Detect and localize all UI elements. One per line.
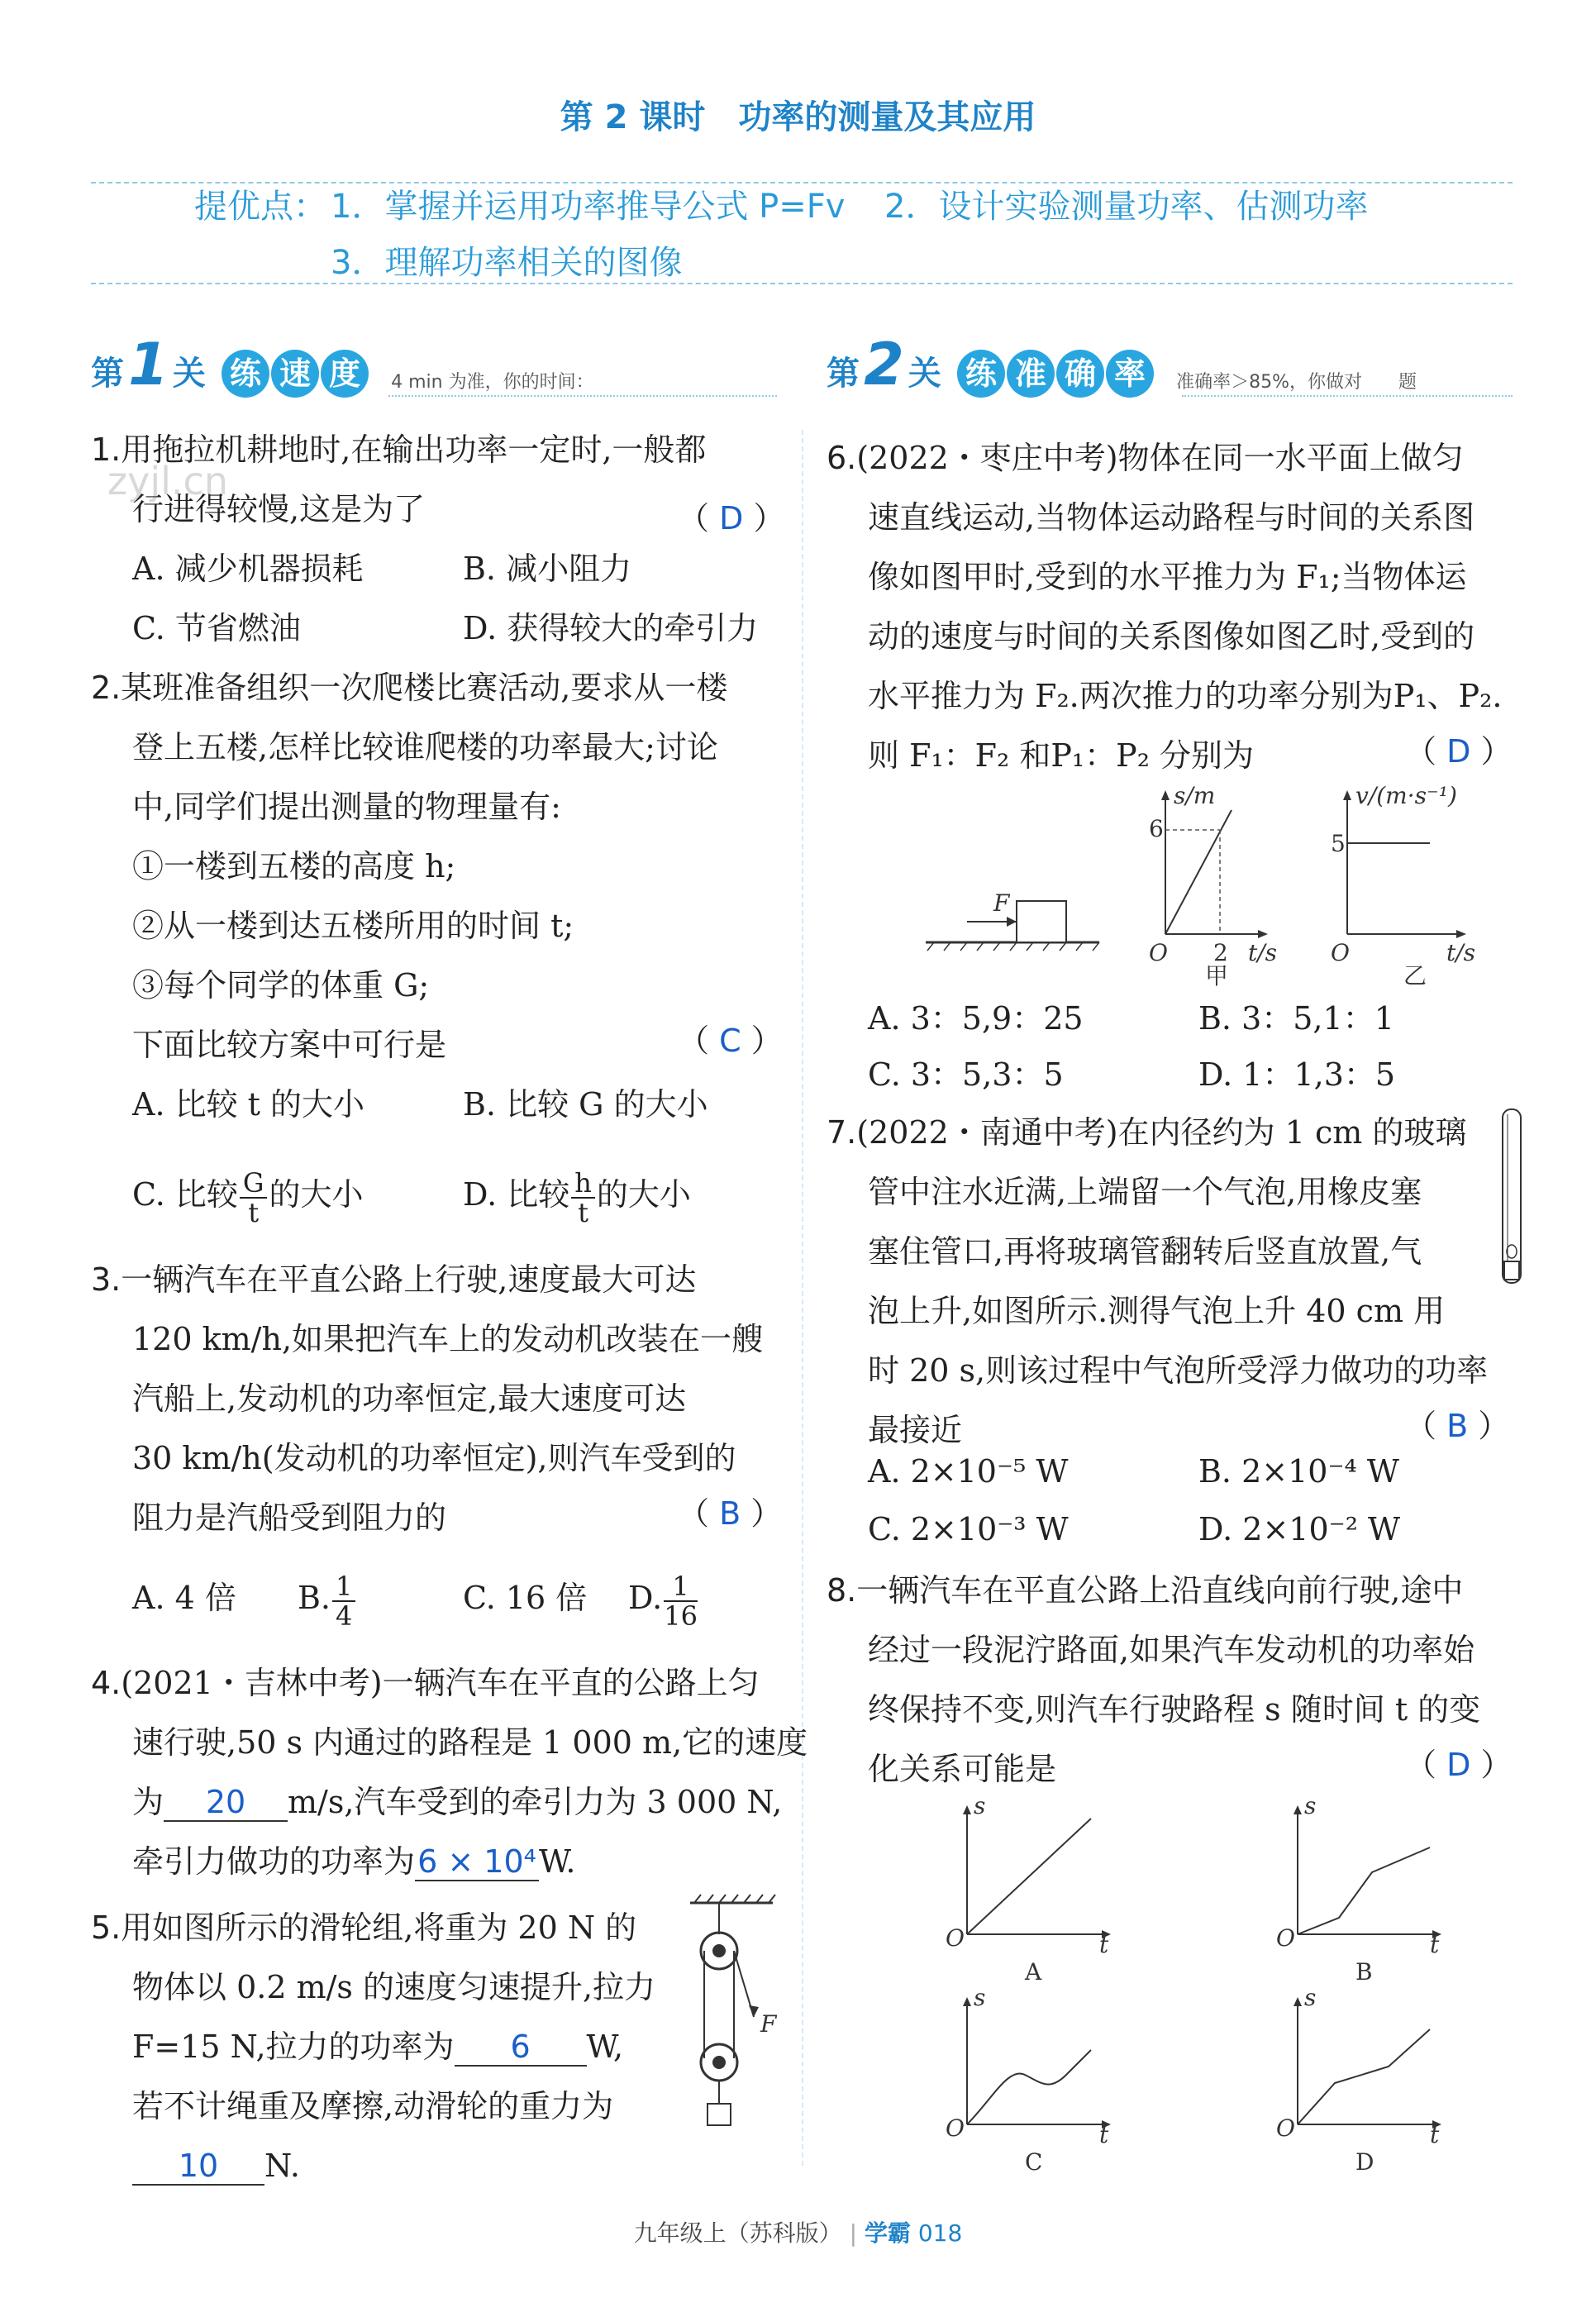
axis-label: s bbox=[974, 1984, 986, 2011]
graph-caption: A bbox=[1025, 1958, 1042, 1986]
graph-c bbox=[946, 1984, 1111, 2176]
question-5 bbox=[91, 1898, 655, 2195]
section-note: 4 min 为准，你的时间： bbox=[391, 372, 594, 393]
q-line: 行进得较慢,这是为了 bbox=[132, 491, 426, 527]
graph-caption: D bbox=[1355, 2148, 1374, 2176]
q-line: 登上五楼,怎样比较谁爬楼的功率最大;讨论 bbox=[132, 729, 718, 765]
question-8 bbox=[827, 1561, 1480, 1799]
badge: 练 bbox=[957, 350, 1005, 398]
answer-blank[interactable]: 20 bbox=[164, 1784, 288, 1822]
q-line: ③每个同学的体重 G; bbox=[132, 967, 430, 1004]
q-line: W. bbox=[539, 1843, 576, 1880]
q-line: 用如图所示的滑轮组,将重为 20 N 的 bbox=[121, 1909, 637, 1946]
badge: 速 bbox=[271, 350, 319, 398]
q-line: 水平推力为 F₂.两次推力的功率分别为P₁、P₂. bbox=[868, 678, 1503, 714]
q-line: 120 km/h,如果把汽车上的发动机改装在一艘 bbox=[132, 1321, 764, 1357]
q-line: 一辆汽车在平直公路上行驶,速度最大可达 bbox=[121, 1261, 697, 1298]
q-line: 终保持不变,则汽车行驶路程 s 随时间 t 的变 bbox=[868, 1691, 1481, 1728]
origin-label: O bbox=[946, 1924, 965, 1952]
graph-b bbox=[1276, 1792, 1441, 1986]
axis-label: s bbox=[974, 1792, 986, 1819]
numerator: 1 bbox=[332, 1572, 355, 1602]
question-4 bbox=[91, 1653, 808, 1891]
option: C. 节省燃油 bbox=[132, 610, 301, 646]
denominator: t bbox=[248, 1196, 260, 1228]
force-label: F bbox=[993, 889, 1010, 917]
column-divider bbox=[802, 430, 803, 2166]
origin-label: O bbox=[1276, 1924, 1295, 1952]
question-7 bbox=[827, 1103, 1488, 1460]
origin-label: O bbox=[946, 2114, 965, 2142]
tip-2: 2．设计实验测量功率、估测功率 bbox=[884, 188, 1369, 226]
q-line: ②从一楼到达五楼所用的时间 t; bbox=[132, 908, 574, 944]
answer-blank[interactable]: 10 bbox=[132, 2148, 264, 2186]
option: A. 比较 t 的大小 bbox=[132, 1086, 365, 1123]
axis-label: t bbox=[1430, 1931, 1440, 1958]
q-line: 若不计绳重及摩擦,动滑轮的重力为 bbox=[132, 2088, 614, 2124]
axis-label: s bbox=[1304, 1984, 1317, 2011]
q-line: 某班准备组织一次爬楼比赛活动,要求从一楼 bbox=[121, 670, 728, 706]
q-line: 化关系可能是 bbox=[868, 1751, 1057, 1787]
section-post: 关 bbox=[908, 355, 941, 393]
figure-caption: 乙 bbox=[1403, 962, 1427, 989]
axis-label: t bbox=[1099, 1931, 1109, 1958]
q-line: ①一楼到五楼的高度 h; bbox=[132, 848, 456, 884]
q-num: 4. bbox=[91, 1665, 121, 1701]
divider bbox=[1182, 395, 1513, 397]
option: A. 2×10⁻⁵ W bbox=[868, 1453, 1069, 1490]
q-line: W, bbox=[586, 2029, 624, 2065]
option: B. 减小阻力 bbox=[463, 551, 632, 587]
force-label: F bbox=[760, 2010, 777, 2038]
option-text: D. bbox=[628, 1580, 663, 1616]
option-text: D. 比较 bbox=[463, 1176, 570, 1213]
option: C. 2×10⁻³ W bbox=[868, 1511, 1069, 1547]
q-line: 像如图甲时,受到的水平推力为 F₁;当物体运 bbox=[868, 559, 1467, 595]
option: C. 16 倍 bbox=[463, 1580, 588, 1616]
answer: C bbox=[719, 1023, 741, 1059]
answer: B bbox=[1446, 1408, 1469, 1444]
x-axis-label: t/s bbox=[1248, 939, 1278, 966]
badge: 练 bbox=[222, 350, 269, 398]
q-line: 动的速度与时间的关系图像如图乙时,受到的 bbox=[868, 618, 1475, 655]
option-c bbox=[132, 1157, 363, 1232]
origin-label: O bbox=[1276, 2114, 1295, 2142]
q-num: 6. bbox=[827, 440, 857, 476]
q-line: 30 km/h(发动机的功率恒定),则汽车受到的 bbox=[132, 1440, 736, 1476]
graph-d bbox=[1276, 1984, 1441, 2176]
section-num: 1 bbox=[128, 331, 169, 398]
option-text: B. bbox=[298, 1580, 331, 1616]
answer-paren: （ B ） bbox=[678, 1495, 783, 1532]
divider bbox=[388, 395, 777, 397]
numerator: G bbox=[240, 1169, 268, 1199]
page-number: 018 bbox=[917, 2219, 963, 2247]
question-6 bbox=[827, 428, 1502, 785]
answer-paren: （ D ） bbox=[1405, 733, 1513, 770]
page-title: 第 2 课时 功率的测量及其应用 bbox=[560, 98, 1036, 136]
axis-label: s bbox=[1304, 1792, 1317, 1819]
tick-label: 6 bbox=[1149, 815, 1164, 842]
footer-brand: 学霸 bbox=[864, 2219, 911, 2247]
q-line: 为 bbox=[132, 1784, 164, 1820]
q-line: 经过一段泥泞路面,如果汽车发动机的功率始 bbox=[868, 1632, 1475, 1668]
answer-paren: （ D ） bbox=[1405, 1747, 1513, 1783]
q-line: 中,同学们提出测量的物理量有: bbox=[132, 789, 561, 825]
q-line: F=15 N,拉力的功率为 bbox=[132, 2029, 455, 2065]
q-line: N. bbox=[264, 2148, 300, 2184]
axis-label: t bbox=[1099, 2121, 1109, 2148]
answer-blank[interactable]: 6 × 10⁴ bbox=[415, 1843, 539, 1881]
origin-label: O bbox=[1331, 939, 1350, 966]
question-2 bbox=[91, 658, 727, 1075]
q-line: 阻力是汽船受到阻力的 bbox=[132, 1499, 447, 1536]
section-pre: 第 bbox=[91, 355, 124, 393]
origin-label: O bbox=[1149, 939, 1168, 966]
q-num: 2. bbox=[91, 670, 121, 706]
q-line: 塞住管口,再将玻璃管翻转后竖直放置,气 bbox=[868, 1233, 1422, 1270]
question-3 bbox=[91, 1250, 763, 1547]
q-line: (2022・南通中考)在内径约为 1 cm 的玻璃 bbox=[856, 1114, 1467, 1151]
graph-caption: B bbox=[1355, 1958, 1373, 1986]
axis-label: t bbox=[1430, 2121, 1440, 2148]
q-num: 1. bbox=[91, 431, 121, 468]
option: D. 获得较大的牵引力 bbox=[463, 610, 759, 646]
q-line: 管中注水近满,上端留一个气泡,用橡皮塞 bbox=[868, 1174, 1422, 1210]
answer-paren: （ D ） bbox=[678, 500, 785, 536]
numerator: 1 bbox=[664, 1572, 698, 1602]
option: B. 比较 G 的大小 bbox=[463, 1086, 708, 1123]
graph-a bbox=[946, 1792, 1111, 1986]
option-text: 的大小 bbox=[269, 1176, 364, 1213]
page-footer: 九年级上（苏科版） | 学霸 018 bbox=[633, 2219, 963, 2247]
q-line: 泡上升,如图所示.测得气泡上升 40 cm 用 bbox=[868, 1293, 1446, 1329]
fraction bbox=[240, 1166, 268, 1228]
option: B. 2×10⁻⁴ W bbox=[1198, 1453, 1399, 1490]
answer-blank[interactable]: 6 bbox=[455, 2029, 587, 2067]
option: A. 3：5,9：25 bbox=[868, 1000, 1084, 1037]
q-num: 3. bbox=[91, 1261, 121, 1298]
footer-grade: 九年级上（苏科版） bbox=[633, 2219, 842, 2247]
q-line: 下面比较方案中可行是 bbox=[132, 1027, 447, 1063]
q-line: (2021・吉林中考)一辆汽车在平直的公路上匀 bbox=[121, 1665, 760, 1701]
option-d bbox=[463, 1157, 691, 1232]
option: A. 4 倍 bbox=[132, 1580, 236, 1616]
answer: D bbox=[719, 500, 744, 536]
denominator: 16 bbox=[664, 1599, 698, 1632]
badge: 确 bbox=[1056, 350, 1104, 398]
q-num: 8. bbox=[827, 1572, 857, 1609]
badge: 准 bbox=[1007, 350, 1055, 398]
tick-label: 2 bbox=[1213, 939, 1228, 966]
q-line: 一辆汽车在平直公路上沿直线向前行驶,途中 bbox=[856, 1572, 1464, 1609]
question-1 bbox=[91, 420, 706, 539]
tick-label: 5 bbox=[1331, 830, 1346, 857]
tip-3: 3．理解功率相关的图像 bbox=[331, 244, 683, 282]
answer-paren: （ C ） bbox=[678, 1023, 783, 1059]
q-line: 用拖拉机耕地时,在输出功率一定时,一般都 bbox=[121, 431, 707, 468]
q-line: (2022・枣庄中考)物体在同一水平面上做匀 bbox=[856, 440, 1464, 476]
option-text: C. 比较 bbox=[132, 1176, 238, 1213]
answer: B bbox=[719, 1495, 741, 1532]
badge: 度 bbox=[321, 350, 369, 398]
badge: 率 bbox=[1106, 350, 1154, 398]
tip-label: 提优点： bbox=[194, 188, 326, 226]
option: B. 3：5,1：1 bbox=[1198, 1000, 1394, 1037]
q-line: 时 20 s,则该过程中气泡所受浮力做功的功率 bbox=[868, 1352, 1489, 1389]
q8-graphs bbox=[934, 1794, 1463, 2174]
section-note: 准确率＞85%，你做对 题 bbox=[1176, 372, 1417, 393]
q-line: 速直线运动,当物体运动路程与时间的关系图 bbox=[868, 499, 1475, 536]
denominator: 4 bbox=[336, 1599, 353, 1632]
q-line: 牵引力做功的功率为 bbox=[132, 1843, 416, 1880]
y-axis-label: v/(m·s⁻¹) bbox=[1355, 782, 1457, 809]
x-axis-label: t/s bbox=[1446, 939, 1476, 966]
q-line: 汽船上,发动机的功率恒定,最大速度可达 bbox=[132, 1380, 687, 1417]
fraction bbox=[664, 1572, 698, 1630]
numerator: h bbox=[571, 1169, 595, 1199]
figure-caption: 甲 bbox=[1205, 962, 1229, 989]
option: A. 减少机器损耗 bbox=[132, 551, 364, 587]
option-b bbox=[298, 1561, 357, 1635]
option: D. 2×10⁻² W bbox=[1198, 1511, 1401, 1547]
q-line: 物体以 0.2 m/s 的速度匀速提升,拉力 bbox=[132, 1969, 656, 2005]
graph-caption: C bbox=[1025, 2148, 1043, 2176]
pulley-figure bbox=[686, 1893, 793, 2141]
tip-1: 1．掌握并运用功率推导公式 P=Fv bbox=[331, 188, 846, 226]
divider bbox=[91, 283, 1513, 284]
glass-tube-figure bbox=[1496, 1106, 1529, 1288]
y-axis-label: s/m bbox=[1174, 782, 1216, 809]
q-num: 5. bbox=[91, 1909, 121, 1946]
q-line: 速行驶,50 s 内通过的路程是 1 000 m,它的速度 bbox=[132, 1724, 808, 1761]
q-line: m/s,汽车受到的牵引力为 3 000 N, bbox=[288, 1784, 783, 1820]
watermark: zyjl.cn bbox=[107, 459, 228, 503]
section-post: 关 bbox=[172, 355, 206, 393]
option-d bbox=[628, 1561, 699, 1635]
q-line: 则 F₁：F₂ 和P₁：P₂ 分别为 bbox=[868, 737, 1255, 774]
section-pre: 第 bbox=[827, 355, 860, 393]
q6-figure bbox=[917, 777, 1546, 989]
section-2-header bbox=[827, 331, 1417, 398]
q-num: 7. bbox=[827, 1114, 857, 1151]
answer: D bbox=[1446, 1747, 1471, 1783]
section-1-header bbox=[91, 331, 594, 398]
fraction bbox=[332, 1572, 355, 1630]
denominator: t bbox=[578, 1196, 589, 1228]
option-text: 的大小 bbox=[596, 1176, 691, 1213]
section-num: 2 bbox=[864, 331, 904, 398]
option: C. 3：5,3：5 bbox=[868, 1056, 1064, 1093]
fraction bbox=[571, 1166, 595, 1228]
option: D. 1：1,3：5 bbox=[1198, 1056, 1396, 1093]
answer-paren: （ B ） bbox=[1405, 1408, 1510, 1444]
answer: D bbox=[1446, 733, 1471, 770]
q-line: 最接近 bbox=[868, 1412, 963, 1448]
